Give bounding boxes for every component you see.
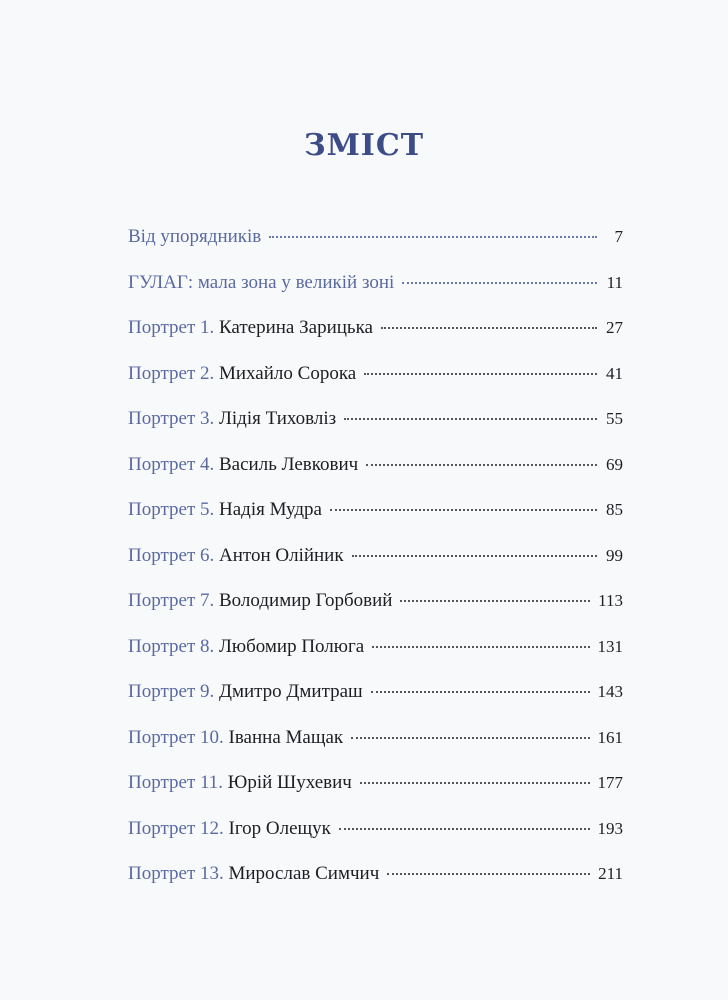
toc-entry[interactable] — [128, 454, 623, 500]
toc-entry-label — [128, 727, 343, 749]
toc-entry-name: Михайло Сорока — [219, 362, 357, 384]
toc-entry-prefix: Портрет 12. — [128, 817, 224, 839]
toc-entry-prefix: Портрет 11. — [128, 772, 224, 793]
toc-entry-label — [128, 499, 322, 521]
toc-entry-page-number: 41 — [606, 363, 623, 383]
toc-entry-page-number: 11 — [606, 272, 623, 292]
toc-entry[interactable] — [128, 272, 623, 318]
toc-entry-name: Володимир Горбовий — [219, 590, 393, 611]
dot-leader — [364, 373, 597, 375]
toc-entry[interactable] — [128, 590, 623, 636]
toc-entry-page-number: 193 — [597, 818, 623, 838]
toc-entry[interactable] — [128, 363, 623, 409]
toc-entry-prefix: Портрет 6. — [128, 544, 215, 566]
toc-entry-prefix: Від упорядників — [128, 226, 262, 247]
toc-entry-name: Лідія Тиховліз — [219, 408, 337, 429]
dot-leader — [371, 691, 590, 693]
toc-entry-page-number: 211 — [598, 864, 623, 883]
toc-entry[interactable] — [128, 317, 623, 363]
toc-entry-page-number: 113 — [598, 591, 623, 610]
toc-entry[interactable] — [128, 545, 623, 591]
toc-entry-name: Ігор Олещук — [228, 817, 331, 839]
toc-entry-prefix: Портрет 9. — [128, 681, 215, 702]
toc-entry-prefix: Портрет 2. — [128, 362, 215, 384]
toc-entry-prefix: Портрет 1. — [128, 317, 215, 338]
toc-entry-page-number: 27 — [606, 318, 623, 337]
toc-entry-page-number: 85 — [606, 500, 623, 519]
toc-entry-page-number: 161 — [597, 727, 623, 747]
toc-entry-label — [128, 454, 358, 476]
toc-entry-label — [128, 681, 363, 703]
toc-entry-name: Юрій Шухевич — [227, 772, 352, 793]
dot-leader — [352, 555, 597, 557]
dot-leader — [402, 282, 597, 284]
dot-leader — [381, 327, 597, 329]
toc-entry-prefix: Портрет 5. — [128, 499, 215, 520]
toc-entry-label — [128, 363, 356, 385]
dot-leader — [360, 782, 590, 784]
toc-entry-label — [128, 590, 392, 612]
toc-entry-prefix: ГУЛАГ: мала зона у великій зоні — [128, 271, 395, 293]
toc-entry-prefix: Портрет 3. — [128, 408, 215, 429]
toc-entry[interactable] — [128, 727, 623, 773]
toc-entry-label — [128, 545, 344, 567]
toc-entry-name: Іванна Мащак — [228, 726, 344, 748]
toc-entry[interactable] — [128, 636, 623, 682]
toc-entry-name: Мирослав Симчич — [228, 863, 380, 884]
dot-leader — [366, 464, 597, 466]
toc-entry[interactable] — [128, 818, 623, 864]
toc-entry[interactable] — [128, 681, 623, 727]
toc-entry-label — [128, 272, 394, 294]
toc-entry-name: Надія Мудра — [219, 499, 322, 520]
toc-entry-prefix: Портрет 8. — [128, 635, 215, 657]
dot-leader — [339, 828, 590, 830]
dot-leader — [344, 418, 597, 420]
toc-entry-label — [128, 408, 336, 430]
toc-entry[interactable] — [128, 408, 623, 454]
toc-entry-name: Любомир Полюга — [219, 635, 365, 657]
toc-entry-prefix: Портрет 7. — [128, 590, 215, 611]
toc-entry-prefix: Портрет 10. — [128, 726, 224, 748]
dot-leader — [269, 236, 597, 238]
toc-entry-label — [128, 226, 261, 248]
toc-entry[interactable] — [128, 772, 623, 818]
toc-entry[interactable] — [128, 863, 623, 909]
toc-entry-page-number: 143 — [597, 682, 623, 701]
dot-leader — [372, 646, 589, 648]
toc-entry-page-number: 55 — [606, 409, 623, 428]
dot-leader — [351, 737, 589, 739]
toc-entry-name: Василь Левкович — [219, 453, 359, 475]
dot-leader — [400, 600, 590, 602]
toc-entry-label — [128, 317, 373, 339]
page-title: ЗМІСТ — [303, 128, 425, 163]
toc-entry-name: Антон Олійник — [219, 544, 344, 566]
table-of-contents — [128, 226, 623, 909]
toc-entry[interactable] — [128, 499, 623, 545]
toc-entry-prefix: Портрет 13. — [128, 863, 224, 884]
toc-entry-page-number: 69 — [606, 454, 623, 474]
dot-leader — [330, 509, 597, 511]
toc-entry-label — [128, 772, 352, 794]
toc-entry-page-number: 131 — [597, 636, 623, 656]
dot-leader — [387, 873, 590, 875]
toc-entry-name: Дмитро Дмитраш — [219, 681, 363, 702]
toc-entry-prefix: Портрет 4. — [128, 453, 215, 475]
toc-entry-page-number: 7 — [614, 227, 623, 246]
toc-entry-name: Катерина Зарицька — [219, 317, 373, 338]
toc-entry[interactable] — [128, 226, 623, 272]
toc-entry-page-number: 99 — [606, 545, 623, 565]
toc-entry-label — [128, 818, 331, 840]
toc-entry-label — [128, 636, 364, 658]
toc-entry-label — [128, 863, 379, 885]
toc-entry-page-number: 177 — [597, 773, 623, 792]
